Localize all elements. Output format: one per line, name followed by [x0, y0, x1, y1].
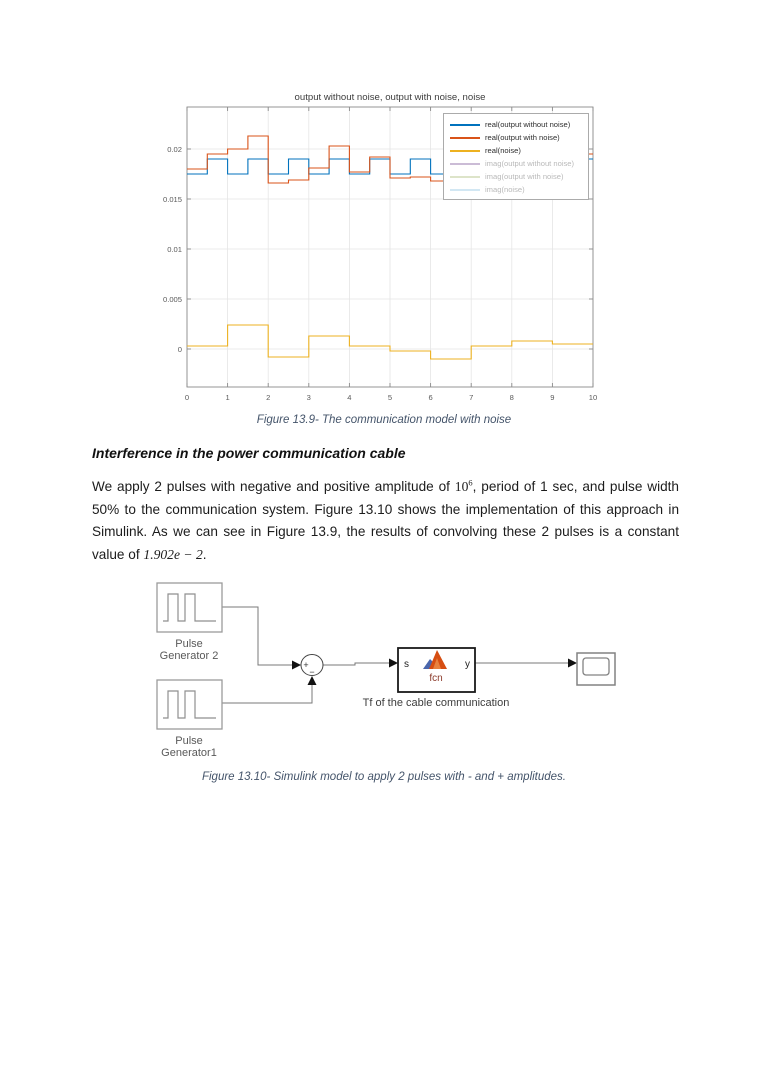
legend-item	[450, 170, 582, 183]
x-tick-label: 2	[266, 393, 271, 402]
legend-line-sample	[450, 163, 480, 165]
y-tick-label: 0.015	[162, 194, 182, 204]
legend-item	[450, 131, 582, 144]
arrowhead	[308, 676, 317, 685]
x-tick-label: 10	[588, 393, 598, 402]
legend-label: imag(noise)	[485, 185, 525, 194]
chart-title: output without noise, output with noise, noise	[294, 92, 486, 103]
power-base: 10	[454, 479, 469, 494]
arrowhead	[292, 661, 301, 670]
wire-pg2-to-sum	[222, 607, 293, 665]
fcn-label: fcn	[429, 673, 443, 684]
pulse-generator-2-block	[157, 583, 222, 662]
figure-13-10-caption: Figure 13.10- Simulink model to apply 2 pulses with - and + amplitudes.	[201, 771, 567, 783]
legend-item	[450, 118, 582, 131]
power-exponent: 6	[468, 477, 473, 488]
x-tick-label: 4	[347, 393, 352, 402]
legend-line-sample	[450, 176, 480, 178]
legend-item	[450, 183, 582, 196]
pulse-generator-1-label: Generator1	[161, 747, 217, 759]
x-tick-label: 3	[306, 393, 311, 402]
section-heading: Interference in the power communication cable	[92, 445, 406, 461]
legend-item	[450, 157, 582, 170]
simulink-model-figure	[140, 578, 640, 766]
legend-item	[450, 144, 582, 157]
legend-line-sample	[450, 137, 480, 139]
x-tick-label: 6	[428, 393, 433, 402]
paragraph-text: We apply 2 pulses with negative and positive amplitude of	[92, 479, 455, 494]
legend-label: real(output without noise)	[485, 120, 571, 129]
output-port-label: y	[465, 659, 470, 670]
legend-label: imag(output with noise)	[485, 172, 564, 181]
paragraph-text: , period of 1 sec, and pulse width 50% to the communication system. Figure 13.10 shows the implementation of this approach in Simulink. As we can see in Figure 13.9, the results of convolving these 2 pulses is a constant value of	[92, 479, 679, 562]
matlab-function-block	[363, 648, 510, 709]
pulse-generator-2-label: Pulse	[175, 638, 203, 650]
scope-screen	[583, 658, 609, 675]
wire-pg1-to-sum	[222, 684, 312, 703]
y-tick-label: 0.01	[167, 244, 182, 254]
sum-block	[301, 655, 323, 678]
pulse-generator-1-block	[157, 680, 222, 759]
sum-plus-sign: +	[303, 660, 309, 670]
output-noise-chart-figure	[150, 88, 612, 410]
pulse-generator-2-label: Generator 2	[159, 650, 219, 662]
x-tick-label: 8	[509, 393, 514, 402]
fcn-block-caption: Tf of the cable communication	[362, 697, 510, 709]
math-value: 1.902e − 2	[143, 546, 203, 562]
legend-label: real(noise)	[485, 146, 521, 155]
pulse-generator-1-label: Pulse	[175, 735, 203, 747]
input-port-label: s	[404, 659, 409, 670]
legend-line-sample	[450, 189, 480, 191]
x-tick-label: 5	[387, 393, 393, 402]
legend-label: imag(output without noise)	[485, 159, 575, 168]
y-tick-label: 0	[177, 344, 182, 354]
scope-block	[577, 653, 615, 685]
arrowhead	[389, 659, 398, 668]
legend-label: real(output with noise)	[485, 133, 560, 142]
simulink-diagram	[140, 578, 640, 766]
y-tick-label: 0.005	[162, 294, 182, 304]
sum-minus-sign: −	[309, 667, 315, 677]
x-tick-label: 0	[184, 393, 190, 402]
x-tick-label: 1	[225, 393, 230, 402]
arrowhead	[568, 659, 577, 668]
paragraph-text: .	[202, 546, 207, 562]
legend-line-sample	[450, 124, 480, 126]
figure-13-9-caption: Figure 13.9- The communication model with noise	[256, 414, 512, 426]
legend-line-sample	[450, 150, 480, 152]
body-paragraph	[92, 476, 679, 566]
x-tick-label: 9	[550, 393, 555, 402]
x-tick-label: 7	[469, 393, 474, 402]
wire-sum-to-fcn	[323, 663, 390, 665]
chart-legend	[443, 113, 589, 200]
y-tick-label: 0.02	[167, 144, 182, 154]
